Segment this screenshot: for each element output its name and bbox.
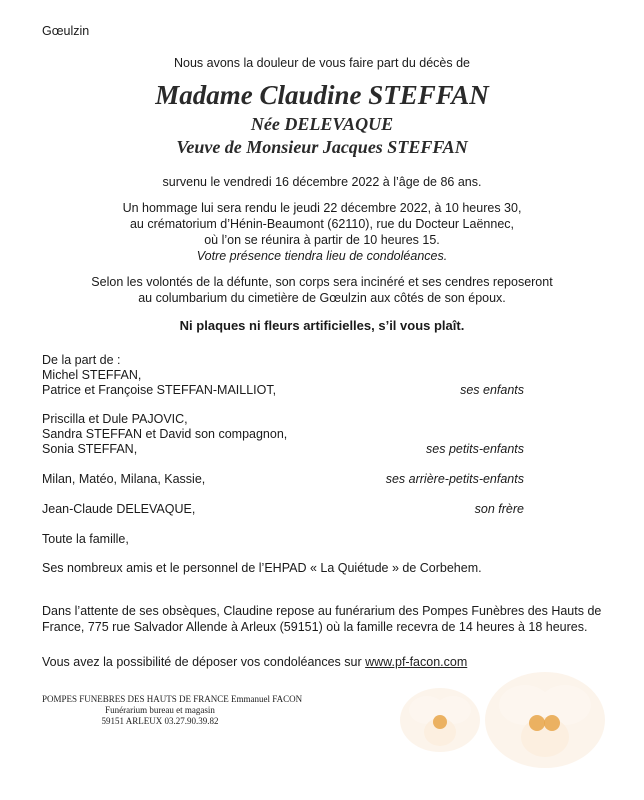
orchid-decoration-left <box>395 680 485 760</box>
family-member: Jean-Claude DELEVAQUE, <box>42 502 196 516</box>
family-member: Michel STEFFAN, <box>42 368 142 382</box>
deceased-maiden-name: Née DELEVAQUE <box>250 114 394 134</box>
deceased-name: Madame Claudine STEFFAN <box>155 80 489 110</box>
location-label: Gœulzin <box>42 24 90 38</box>
wishes-line: au columbarium du cimetière de Gœulzin aux côtés de son époux. <box>138 291 506 305</box>
orchid-decoration-right <box>480 665 610 775</box>
condolence-note: Votre présence tiendra lieu de condoléances. <box>196 249 448 263</box>
wishes-line: Selon les volontés de la défunte, son corps sera incinéré et ses cendres reposeront <box>91 275 553 289</box>
family-member: Sandra STEFFAN et David son compagnon, <box>42 427 288 441</box>
deceased-widow-of: Veuve de Monsieur Jacques STEFFAN <box>176 137 468 157</box>
funeral-home-address: 59151 ARLEUX 03.27.90.39.82 <box>101 716 219 726</box>
intro-text: Nous avons la douleur de vous faire part du décès de <box>173 56 471 70</box>
family-member: Sonia STEFFAN, <box>42 442 138 456</box>
ceremony-line: où l’on se réunira à partir de 10 heures 15. <box>204 233 440 247</box>
ceremony-line: au crématorium d’Hénin-Beaumont (62110), rue du Docteur Laënnec, <box>129 217 514 231</box>
family-header: De la part de : <box>42 353 121 367</box>
ceremony-line: Un hommage lui sera rendu le jeudi 22 décembre 2022, à 10 heures 30, <box>122 201 522 215</box>
relation-label: son frère <box>474 502 524 516</box>
family-member: Milan, Matéo, Milana, Kassie, <box>42 472 206 486</box>
funeral-home-type: Funérarium bureau et magasin <box>105 705 215 715</box>
condolences-online-label: Vous avez la possibilité de déposer vos condoléances sur <box>42 655 366 669</box>
family-member: Patrice et Françoise STEFFAN-MAILLIOT, <box>42 383 277 397</box>
funeral-home-name: POMPES FUNEBRES DES HAUTS DE FRANCE Emmanuel FACON <box>42 694 303 704</box>
rest-line: Dans l’attente de ses obsèques, Claudine repose au funérarium des Pompes Funèbres des Hauts de <box>42 604 602 618</box>
rest-line: France, 775 rue Salvador Allende à Arleux (59151) où la famille recevra de 14 heures à 18 heures. <box>42 620 588 634</box>
relation-label: ses arrière-petits-enfants <box>385 472 524 486</box>
relation-label: ses enfants <box>460 383 524 397</box>
condolences-online-text <box>42 655 467 669</box>
no-flowers-notice: Ni plaques ni fleurs artificielles, s’il vous plaît. <box>179 318 465 333</box>
all-family-text: Toute la famille, <box>42 532 129 546</box>
death-date-text: survenu le vendredi 16 décembre 2022 à l’âge de 86 ans. <box>162 175 482 189</box>
condolences-link[interactable]: www.pf-facon.com <box>365 655 468 669</box>
friends-text: Ses nombreux amis et le personnel de l’EHPAD « La Quiétude » de Corbehem. <box>42 561 482 575</box>
relation-label: ses petits-enfants <box>426 442 524 456</box>
family-member: Priscilla et Dule PAJOVIC, <box>42 412 188 426</box>
